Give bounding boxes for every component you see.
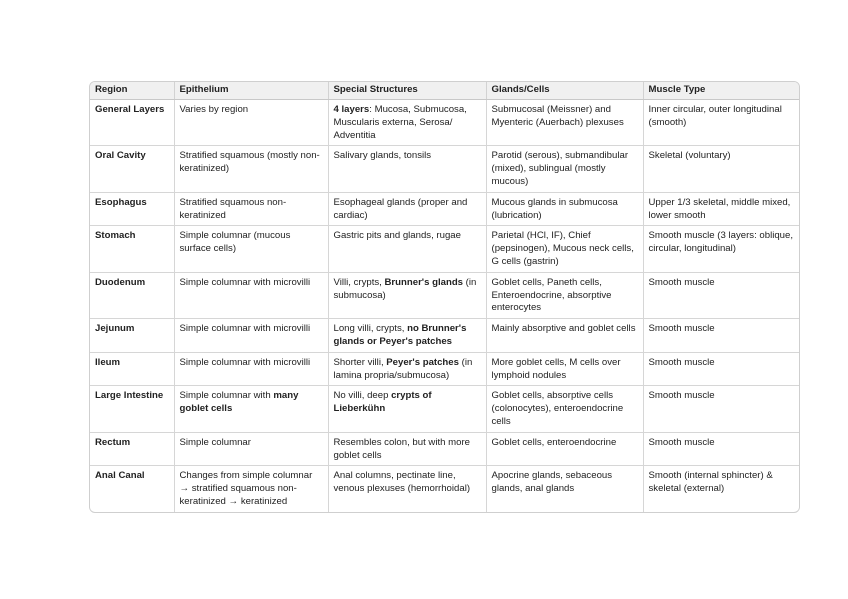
cell-region: Rectum [90, 432, 174, 466]
table-row [90, 386, 799, 432]
cell-region: Esophagus [90, 192, 174, 226]
cell-muscle-type [643, 192, 799, 226]
text-run: Salivary glands, tonsils [333, 150, 432, 162]
cell-muscle-type [643, 226, 799, 272]
text-run: Smooth muscle [648, 390, 715, 402]
text-run: Stratified squamous non-keratinized [179, 196, 287, 221]
text-run: Smooth (internal sphincter) & skeletal (external) [648, 470, 773, 495]
bold-text: crypts of Lieberkühn [333, 390, 432, 415]
cell-region: General Layers [90, 100, 174, 146]
cell-epithelium [174, 352, 328, 386]
text-run: Simple columnar with microvilli [179, 356, 311, 368]
text-run: More goblet cells, M cells over lymphoid nodules [491, 356, 621, 381]
text-run: Smooth muscle [648, 323, 715, 335]
cell-region: Duodenum [90, 272, 174, 318]
text-run: Smooth muscle [648, 356, 715, 368]
header-muscle-type: Muscle Type [643, 82, 799, 100]
cell-special-structures [328, 352, 486, 386]
text-run: Goblet cells, Paneth cells, Enteroendocrine, absorptive enterocytes [491, 276, 612, 314]
text-run: Mainly absorptive and goblet cells [491, 323, 636, 335]
cell-special-structures [328, 272, 486, 318]
cell-special-structures [328, 226, 486, 272]
text-run: Upper 1/3 skeletal, middle mixed, lower smooth [648, 196, 791, 221]
text-run: Parietal (HCl, IF), Chief (pepsinogen), Mucous neck cells, G cells (gastrin) [491, 230, 634, 267]
cell-muscle-type [643, 146, 799, 192]
text-run: Simple columnar with microvilli [179, 323, 311, 335]
text-run: Smooth muscle [648, 276, 715, 288]
text-run: (in lamina propria/submucosa) [333, 356, 473, 381]
cell-special-structures [328, 466, 486, 512]
table-row [90, 146, 799, 192]
text-run: Varies by region [179, 104, 249, 115]
table-row [90, 192, 799, 226]
cell-epithelium [174, 319, 328, 353]
header-region: Region [90, 82, 174, 100]
cell-epithelium [174, 272, 328, 318]
bold-text: no Brunner's glands or Peyer's patches [333, 323, 467, 347]
cell-region: Ileum [90, 352, 174, 386]
cell-glands-cells [486, 386, 643, 432]
text-run: (in submucosa) [333, 276, 477, 301]
cell-glands-cells [486, 192, 643, 226]
cell-region: Jejunum [90, 319, 174, 353]
cell-special-structures [328, 386, 486, 432]
cell-special-structures [328, 100, 486, 146]
text-run: Esophageal glands (proper and cardiac) [333, 196, 468, 221]
text-run: Stratified squamous (mostly non-keratinized) [179, 150, 320, 175]
cell-muscle-type [643, 100, 799, 146]
text-run: No villi, deep [333, 390, 392, 402]
text-run: Apocrine glands, sebaceous glands, anal glands [491, 470, 613, 495]
text-run: Mucous glands in submucosa (lubrication) [491, 196, 618, 221]
cell-region: Oral Cavity [90, 146, 174, 192]
table-row [90, 352, 799, 386]
cell-epithelium [174, 192, 328, 226]
text-run: Smooth muscle [648, 436, 715, 448]
table-row [90, 432, 799, 466]
text-run: Submucosal (Meissner) and Myenteric (Auerbach) plexuses [491, 104, 624, 128]
cell-epithelium [174, 386, 328, 432]
text-run: Gastric pits and glands, rugae [333, 230, 461, 242]
table [90, 82, 799, 512]
header-row [90, 82, 799, 100]
text-run: Simple columnar (mucous surface cells) [179, 230, 291, 255]
bold-text: Brunner's glands [384, 276, 464, 288]
table-row [90, 466, 799, 512]
cell-glands-cells [486, 226, 643, 272]
text-run: Parotid (serous), submandibular (mixed), sublingual (mostly mucous) [491, 150, 629, 187]
cell-muscle-type [643, 272, 799, 318]
cell-glands-cells [486, 466, 643, 512]
text-run: Changes from simple columnar → stratified squamous non-keratinized → keratinized [179, 470, 313, 507]
cell-muscle-type [643, 432, 799, 466]
table-header [90, 82, 799, 100]
table-row [90, 226, 799, 272]
cell-glands-cells [486, 146, 643, 192]
table-row [90, 100, 799, 146]
table-row [90, 319, 799, 353]
cell-region: Stomach [90, 226, 174, 272]
text-run: Long villi, crypts, [333, 323, 408, 335]
bold-text: Peyer's patches [386, 356, 459, 368]
table-body [90, 100, 799, 512]
text-run: : Mucosa, Submucosa, Muscularis externa, Serosa/ Adventitia [333, 104, 467, 141]
text-run: Inner circular, outer longitudinal (smooth) [648, 104, 782, 128]
cell-glands-cells [486, 432, 643, 466]
cell-epithelium [174, 146, 328, 192]
cell-special-structures [328, 319, 486, 353]
header-epithelium: Epithelium [174, 82, 328, 100]
text-run: Shorter villi, [333, 356, 387, 368]
text-run: Resembles colon, but with more goblet cells [333, 436, 471, 461]
cell-special-structures [328, 192, 486, 226]
text-run: Smooth muscle (3 layers: oblique, circular, longitudinal) [648, 230, 794, 255]
cell-muscle-type [643, 352, 799, 386]
cell-muscle-type [643, 386, 799, 432]
text-run: Skeletal (voluntary) [648, 150, 731, 162]
cell-special-structures [328, 146, 486, 192]
cell-region: Anal Canal [90, 466, 174, 512]
cell-epithelium [174, 432, 328, 466]
text-run: Simple columnar [179, 436, 251, 448]
cell-glands-cells [486, 100, 643, 146]
gi-histology-table [89, 81, 800, 513]
text-run: Villi, crypts, [333, 276, 385, 288]
table-row [90, 272, 799, 318]
cell-glands-cells [486, 272, 643, 318]
cell-muscle-type [643, 466, 799, 512]
cell-glands-cells [486, 319, 643, 353]
bold-text: many goblet cells [179, 390, 299, 415]
text-run: Anal columns, pectinate line, venous plexuses (hemorrhoidal) [333, 470, 471, 495]
text-run: Goblet cells, enteroendocrine [491, 436, 617, 448]
cell-epithelium [174, 466, 328, 512]
cell-region: Large Intestine [90, 386, 174, 432]
header-glands-cells: Glands/Cells [486, 82, 643, 100]
cell-special-structures [328, 432, 486, 466]
cell-muscle-type [643, 319, 799, 353]
bold-text: 4 layers [333, 104, 370, 115]
text-run: Goblet cells, absorptive cells (colonocytes), enteroendocrine cells [491, 390, 624, 427]
cell-glands-cells [486, 352, 643, 386]
cell-epithelium [174, 100, 328, 146]
cell-epithelium [174, 226, 328, 272]
text-run: Simple columnar with microvilli [179, 276, 311, 288]
header-special-structures: Special Structures [328, 82, 486, 100]
text-run: Simple columnar with [179, 390, 274, 402]
